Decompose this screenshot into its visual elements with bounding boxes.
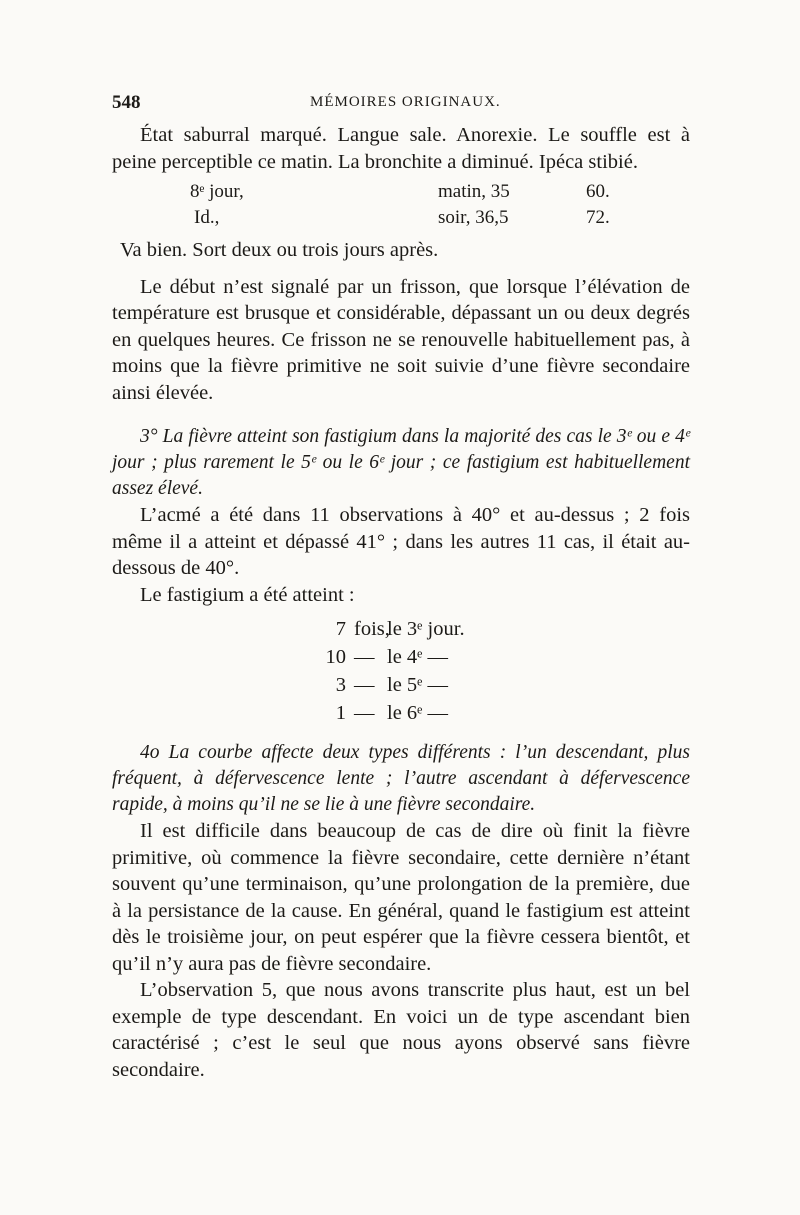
obs-day: Id., xyxy=(194,207,220,228)
book-page xyxy=(112,92,690,1083)
paragraph-observation-5: L’observation 5, que nous avons transcrite plus haut, est un bel exemple de type descendant. En voici un de type ascendant bien caractérisé ; c’est le seul que nous ayons observé sans fièvre secondaire. xyxy=(112,979,690,1081)
row-day: le 6ᵉ — xyxy=(387,702,449,724)
row-count: 3 xyxy=(335,674,346,696)
row-count: 7 xyxy=(335,618,346,640)
row-mark: — xyxy=(354,674,375,696)
obs-pulse: 60. xyxy=(586,181,610,202)
fastigium-table xyxy=(112,618,690,730)
obs-time-temp: matin, 35 xyxy=(438,181,510,202)
table-row xyxy=(112,702,690,730)
running-title: MÉMOIRES ORIGINAUX. xyxy=(310,94,501,110)
page-header xyxy=(112,92,690,122)
paragraph-fastigium-intro: Le fastigium a été atteint : xyxy=(140,583,355,606)
row-day: le 5ᵉ — xyxy=(387,674,449,696)
row-mark: — xyxy=(354,702,375,724)
page-number: 548 xyxy=(112,92,141,113)
paragraph-frisson: Le début n’est signalé par un frisson, que lorsque l’élévation de température est brusque et considérable, dépassant un ou deux degrés en quelques heures. Ce frisson ne se renouvelle habituellement pas, à moins que la fièvre primitive ne soit suivie d’une fièvre secondaire ainsi élevée. xyxy=(112,275,690,404)
row-mark: — xyxy=(354,646,375,668)
paragraph-clinical-state: État saburral marqué. Langue sale. Anorexie. Le souffle est à peine perceptible ce matin. La bronchite a diminué. Ipéca stibié. xyxy=(112,124,690,173)
observation-table xyxy=(112,181,690,233)
section-heading-fastigium: 3° La fièvre atteint son fastigium dans la majorité des cas le 3ᵉ ou e 4ᵉ jour ; plus rarement le 5ᵉ ou le 6ᵉ jour ; ce fastigium est habituellement assez élevé. xyxy=(112,426,690,499)
row-count: 1 xyxy=(335,702,346,724)
row-day: le 3ᵉ jour. xyxy=(387,618,465,640)
row-mark: fois, xyxy=(354,618,390,640)
row-day: le 4ᵉ — xyxy=(387,646,449,668)
paragraph-fievre-secondaire: Il est difficile dans beaucoup de cas de dire où finit la fièvre primitive, où commence la fièvre secondaire, cette dernière n’étant souvent qu’une terminaison, qu’une prolongation de la première, due à la persistance de la cause. En général, quand le fastigium est atteint dès le troisième jour, on peut espérer que la fièvre cessera bientôt, et qu’il n’y aura pas de fièvre secondaire. xyxy=(112,820,690,975)
paragraph-outcome: Va bien. Sort deux ou trois jours après. xyxy=(120,239,439,261)
table-row xyxy=(112,646,690,674)
obs-pulse: 72. xyxy=(586,207,610,228)
row-count: 10 xyxy=(325,646,346,668)
obs-time-temp: soir, 36,5 xyxy=(438,207,509,228)
section-heading-courbe: 4o La courbe affecte deux types différents : l’un descendant, plus fréquent, à défervescence lente ; l’autre ascendant à défervescence rapide, à moins qu’il ne se lie à une fièvre secondaire. xyxy=(112,742,690,815)
table-row xyxy=(112,674,690,702)
paragraph-acme: L’acmé a été dans 11 observations à 40° et au-dessus ; 2 fois même il a atteint et dépassé 41° ; dans les autres 11 cas, il était au-dessous de 40°. xyxy=(112,504,690,579)
obs-day: 8ᵉ jour, xyxy=(190,181,244,202)
table-row xyxy=(112,618,690,646)
